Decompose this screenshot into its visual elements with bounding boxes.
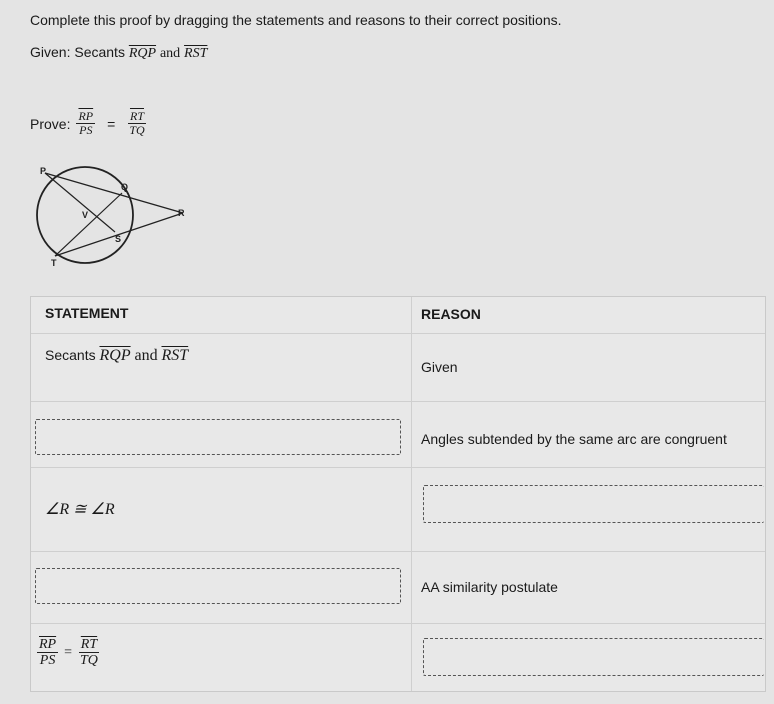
ratio-fraction-right: [78, 637, 100, 669]
point-q-label: Q: [121, 182, 129, 192]
secant-circle-diagram: [25, 160, 225, 270]
point-r-label: R: [178, 208, 185, 218]
point-t-label: T: [51, 258, 57, 268]
given-line: [30, 44, 207, 62]
chord-p-s: [45, 173, 115, 232]
reason-same-arc: Angles subtended by the same arc are congruent: [421, 431, 727, 447]
ratio-numerator-right: $\overline{RT}$: [80, 637, 98, 652]
ratio-fraction-left: [37, 637, 58, 669]
statement-drop-zone-2[interactable]: [35, 568, 401, 604]
table-row: [31, 401, 765, 468]
ratio-denominator-left: PS: [39, 653, 56, 669]
reason-given: Given: [421, 359, 458, 375]
chord-t-q: [55, 193, 122, 256]
ratio-numerator-left: $\overline{RP}$: [39, 637, 57, 652]
prove-fraction-left: [76, 110, 95, 137]
table-row: [31, 623, 765, 691]
prove-denominator-right: TQ: [129, 123, 145, 138]
ratio-denominator-right: TQ: [80, 653, 98, 669]
given-segment-1: $\overline{RQP}$: [128, 46, 157, 61]
reason-drop-zone-2[interactable]: [423, 638, 764, 676]
point-s-label: S: [115, 234, 122, 244]
instruction-text: Complete this proof by dragging the statements and reasons to their correct positions.: [30, 12, 562, 28]
prove-fraction-right: [127, 110, 146, 137]
prove-equals: =: [107, 115, 116, 132]
prove-numerator-left: $\overline{RP}$: [78, 109, 94, 123]
reason-aa-similarity: AA similarity postulate: [421, 579, 558, 595]
statement-ratio: [37, 637, 100, 669]
reason-header: REASON: [421, 306, 481, 322]
statement-header: STATEMENT: [45, 305, 129, 321]
table-row: [31, 333, 765, 402]
point-p-label: P: [40, 166, 47, 176]
table-header-row: [31, 297, 765, 334]
statement-secants-label: Secants: [45, 347, 96, 363]
prove-denominator-left: PS: [79, 123, 93, 138]
table-row: [31, 551, 765, 624]
prove-label: Prove:: [30, 115, 71, 132]
given-conjunction: and: [159, 46, 181, 61]
ratio-equals: =: [64, 644, 73, 660]
statement-conjunction: and: [134, 347, 158, 364]
statement-drop-zone-1[interactable]: [35, 419, 401, 455]
given-label: Given: Secants: [30, 44, 125, 60]
given-segment-2: $\overline{RST}$: [184, 46, 208, 61]
secant-p-r: [45, 173, 183, 213]
prove-numerator-right: $\overline{RT}$: [129, 109, 144, 123]
statement-angle-r-congruent: ∠R ≅ ∠R: [45, 501, 115, 518]
prove-line: [30, 110, 147, 137]
statement-segment-2: $\overline{RST}$: [161, 347, 189, 364]
table-row: [31, 467, 765, 552]
point-v-label: V: [82, 210, 89, 220]
reason-drop-zone-1[interactable]: [423, 485, 764, 523]
statement-segment-1: $\overline{RQP}$: [99, 347, 131, 364]
proof-table: [30, 296, 766, 692]
statement-secants: [45, 347, 188, 365]
